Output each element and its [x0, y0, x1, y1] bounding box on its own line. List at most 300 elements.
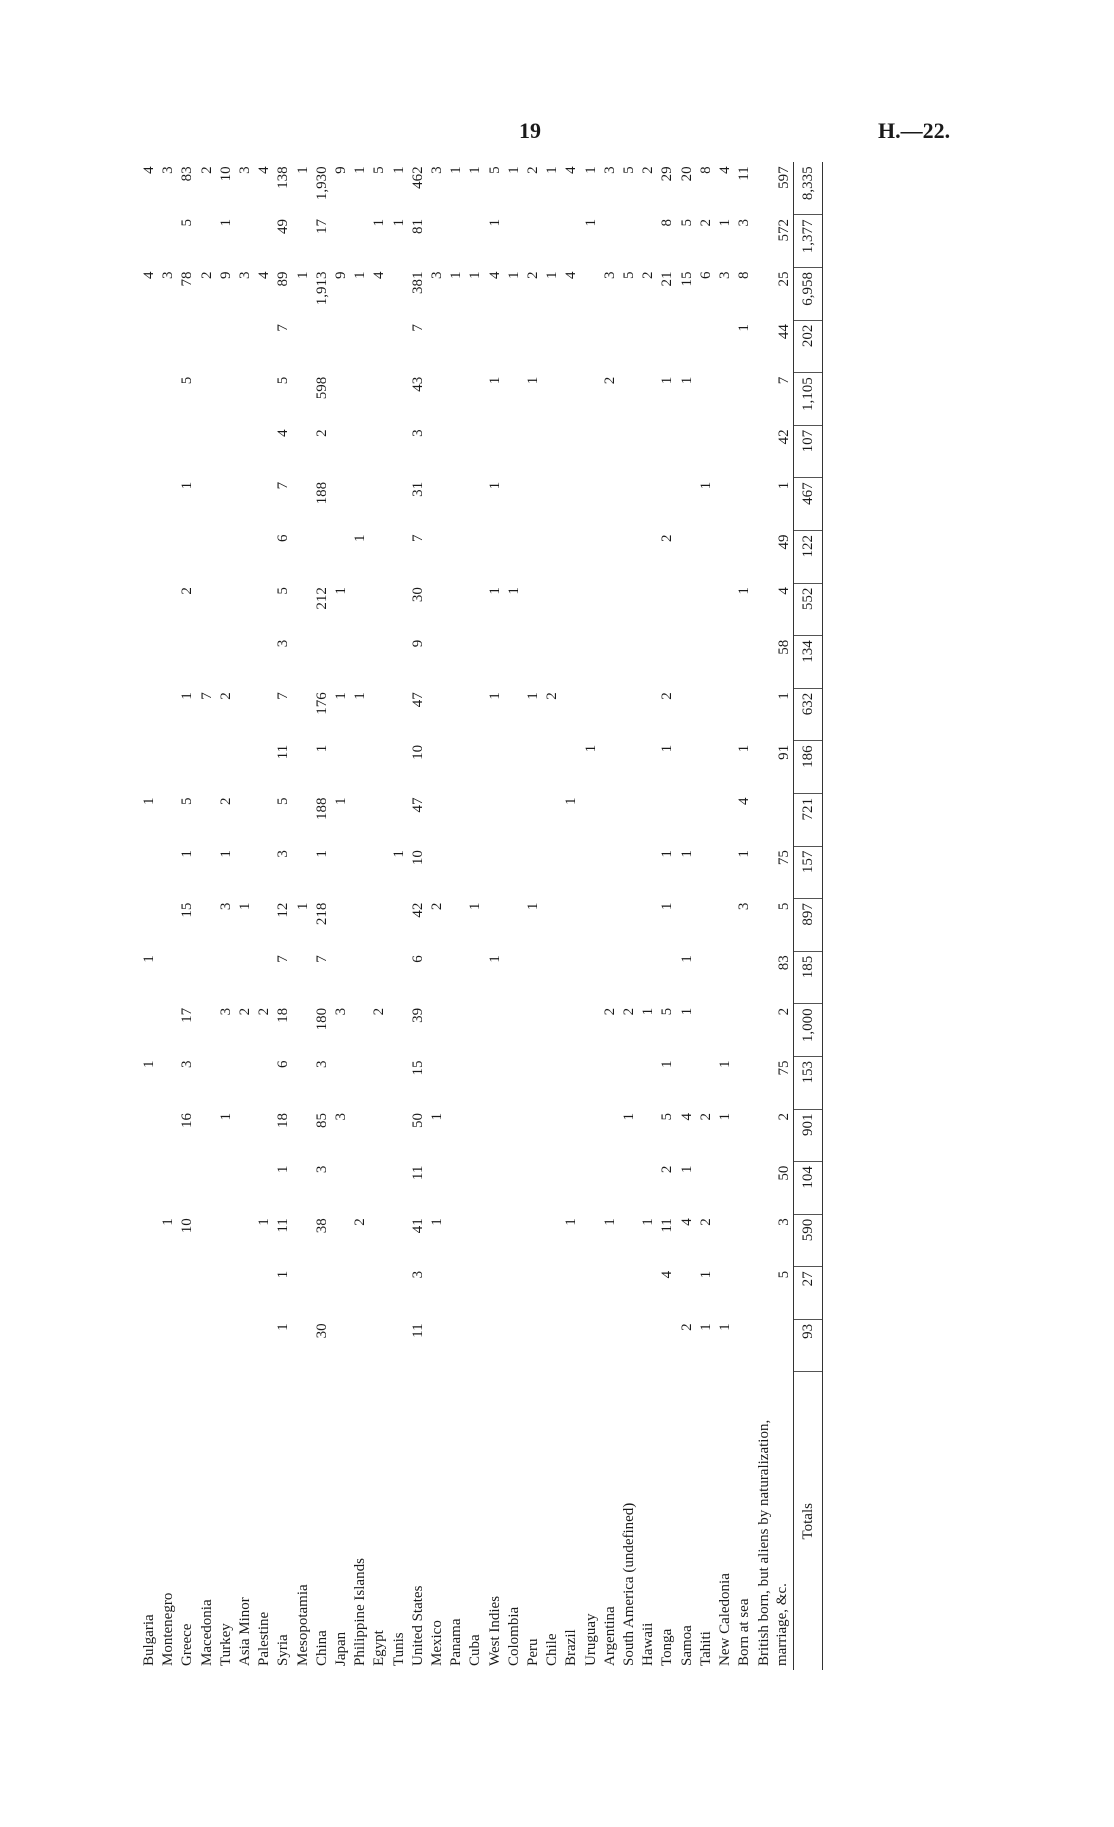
cell-value: [543, 793, 562, 846]
cell-value: [505, 793, 524, 846]
cell-value: [716, 373, 735, 426]
cell-value: [198, 478, 217, 531]
cell-value: [313, 1267, 332, 1320]
cell-value: [582, 951, 601, 1004]
cell-value: [332, 636, 351, 689]
cell-value: [601, 1109, 620, 1162]
cell-value: [486, 1109, 505, 1162]
row-label: Japan: [333, 1631, 350, 1666]
cell-value: [447, 425, 466, 478]
cell-value: [370, 951, 389, 1004]
cell-value: [735, 1004, 754, 1057]
cell-value: [486, 531, 505, 584]
table-row: [255, 162, 274, 1670]
cell-value: [582, 1267, 601, 1320]
cell-value: [620, 951, 639, 1004]
cell-value: [697, 951, 716, 1004]
cell-value: 9: [333, 166, 350, 174]
cell-value: [543, 531, 562, 584]
cell-value: [466, 1267, 485, 1320]
cell-value: 2: [313, 429, 330, 437]
cell-value: [620, 636, 639, 689]
cell-value: [620, 215, 639, 268]
cell-value: [562, 1267, 581, 1320]
cell-value: 29: [659, 166, 676, 182]
cell-value: [390, 793, 409, 846]
cell-value: [697, 793, 716, 846]
cell-value: [678, 1267, 697, 1320]
cell-value: [582, 793, 601, 846]
cell-value: [486, 899, 505, 952]
cell-value: [601, 951, 620, 1004]
cell-value: 153: [793, 1056, 822, 1109]
cell-value: 3: [333, 1113, 350, 1121]
cell-value: 3: [333, 1007, 350, 1016]
cell-value: 1: [237, 902, 254, 911]
cell-value: 1: [697, 1270, 714, 1279]
cell-value: [294, 951, 313, 1004]
cell-value: [236, 741, 255, 794]
cell-value: [140, 741, 159, 794]
cell-value: [447, 951, 466, 1004]
cell-value: 1: [275, 1165, 292, 1174]
cell-value: [505, 1109, 524, 1162]
cell-value: 1: [160, 1218, 177, 1226]
cell-value: 1: [486, 955, 503, 963]
cell-value: [505, 320, 524, 373]
cell-value: [428, 320, 447, 373]
cell-value: 2: [237, 1007, 254, 1016]
cell-value: [639, 846, 658, 899]
cell-value: [236, 583, 255, 636]
cell-value: [639, 1056, 658, 1109]
cell-value: 3: [313, 1165, 330, 1174]
cell-value: [466, 373, 485, 426]
cell-value: [428, 373, 447, 426]
cell-value: 31: [409, 481, 426, 497]
cell-value: 218: [313, 902, 330, 926]
cell-value: 91: [775, 744, 792, 760]
cell-value: [716, 899, 735, 952]
cell-value: 11: [409, 1165, 426, 1181]
cell-value: [370, 899, 389, 952]
cell-value: 1: [505, 271, 522, 280]
cell-value: 138: [275, 166, 292, 189]
cell-value: [351, 478, 370, 531]
cell-value: [332, 1267, 351, 1320]
cell-value: [562, 1162, 581, 1215]
cell-value: [198, 899, 217, 952]
cell-value: 188: [313, 797, 330, 820]
cell-value: [294, 1214, 313, 1267]
cell-value: [658, 583, 677, 636]
cell-value: [543, 1109, 562, 1162]
cell-value: 3: [775, 1218, 792, 1226]
cell-value: [735, 1109, 754, 1162]
cell-value: [332, 1319, 351, 1372]
cell-value: [255, 793, 274, 846]
cell-value: 8,335: [793, 162, 822, 215]
cell-value: [466, 1109, 485, 1162]
cell-value: [735, 951, 754, 1004]
cell-value: [255, 636, 274, 689]
cell-value: [524, 478, 543, 531]
cell-value: 78: [179, 271, 196, 287]
cell-value: 1: [544, 166, 561, 174]
cell-value: [294, 531, 313, 584]
cell-value: 1: [775, 481, 792, 490]
cell-value: 1: [141, 797, 157, 805]
cell-value: 1,930: [313, 166, 330, 201]
table-row: [543, 162, 562, 1670]
cell-value: [639, 1319, 658, 1372]
cell-value: [639, 373, 658, 426]
cell-value: [716, 531, 735, 584]
cell-value: [658, 478, 677, 531]
cell-value: [294, 846, 313, 899]
cell-value: [505, 899, 524, 952]
cell-value: 1: [486, 692, 503, 700]
cell-value: [236, 1056, 255, 1109]
cell-value: [390, 688, 409, 741]
cell-value: 7: [313, 955, 330, 963]
page-number: 19: [519, 118, 541, 143]
cell-value: [735, 373, 754, 426]
cell-value: 721: [793, 793, 822, 846]
cell-value: 2: [601, 376, 618, 385]
cell-value: [582, 1056, 601, 1109]
cell-value: 4: [256, 271, 273, 280]
cell-value: 1: [678, 850, 695, 858]
cell-value: [716, 951, 735, 1004]
cell-value: [370, 846, 389, 899]
cell-value: [582, 1004, 601, 1057]
cell-value: [505, 741, 524, 794]
cell-value: [562, 951, 581, 1004]
cell-value: [524, 531, 543, 584]
cell-value: 1: [717, 1113, 734, 1121]
cell-value: 1,377: [793, 215, 822, 268]
cell-value: 1: [486, 376, 503, 385]
cell-value: [351, 1319, 370, 1372]
cell-value: [178, 951, 197, 1004]
cell-value: 2: [659, 692, 676, 700]
cell-value: [255, 583, 274, 636]
cell-value: [447, 373, 466, 426]
cell-value: 3: [736, 902, 753, 911]
cell-value: [294, 793, 313, 846]
cell-value: 17: [179, 1007, 196, 1023]
cell-value: [217, 320, 236, 373]
cell-value: [217, 425, 236, 478]
cell-value: [178, 425, 197, 478]
cell-value: [466, 1056, 485, 1109]
cell-value: [332, 215, 351, 268]
cell-value: 1: [467, 271, 484, 280]
cell-value: [466, 846, 485, 899]
cell-value: 1: [563, 797, 580, 805]
cell-value: [217, 636, 236, 689]
cell-value: 1: [678, 1007, 695, 1016]
cell-value: [543, 373, 562, 426]
cell-value: [351, 1109, 370, 1162]
cell-value: [543, 1162, 562, 1215]
cell-value: [697, 320, 716, 373]
cell-value: [428, 741, 447, 794]
cell-value: [524, 793, 543, 846]
cell-value: [390, 1056, 409, 1109]
cell-value: 590: [793, 1214, 822, 1267]
cell-value: [159, 741, 178, 794]
cell-value: [159, 373, 178, 426]
cell-value: [255, 478, 274, 531]
cell-value: 2: [198, 166, 215, 174]
cell-value: [447, 583, 466, 636]
cell-value: [735, 1214, 754, 1267]
cell-value: 2: [429, 902, 446, 911]
cell-value: [217, 531, 236, 584]
cell-value: [294, 1319, 313, 1372]
cell-value: [562, 1109, 581, 1162]
cell-value: [543, 1056, 562, 1109]
cell-value: 4: [141, 271, 157, 280]
cell-value: [447, 1319, 466, 1372]
cell-value: [601, 1267, 620, 1320]
row-label: Greece: [179, 1623, 196, 1666]
cell-value: 2: [697, 1218, 714, 1226]
cell-value: 85: [313, 1113, 330, 1129]
cell-value: [505, 636, 524, 689]
cell-value: 2: [601, 1007, 618, 1016]
cell-value: 1: [601, 1218, 618, 1226]
cell-value: 7: [275, 692, 292, 700]
cell-value: 467: [793, 478, 822, 531]
cell-value: [332, 951, 351, 1004]
table-row: [716, 162, 735, 1670]
cell-value: [294, 1109, 313, 1162]
cell-value: [428, 1004, 447, 1057]
cell-value: [601, 1162, 620, 1215]
cell-value: 2: [775, 1007, 792, 1016]
cell-value: 1: [294, 166, 311, 174]
row-label: Argentina: [601, 1606, 618, 1666]
table-body: [140, 162, 822, 1670]
cell-value: 49: [275, 218, 292, 234]
cell-value: 7: [409, 324, 426, 332]
cell-value: [140, 1109, 159, 1162]
cell-value: [178, 320, 197, 373]
cell-value: [447, 636, 466, 689]
cell-value: [735, 478, 754, 531]
cell-value: [294, 1267, 313, 1320]
cell-value: [198, 1056, 217, 1109]
cell-value: 5: [775, 902, 792, 911]
cell-value: [390, 636, 409, 689]
cell-value: [697, 583, 716, 636]
cell-value: [178, 531, 197, 584]
cell-value: 6: [409, 955, 426, 963]
cell-value: [620, 741, 639, 794]
cell-value: [217, 583, 236, 636]
cell-value: [678, 531, 697, 584]
cell-value: 1: [640, 1007, 657, 1016]
cell-value: 3: [179, 1060, 196, 1068]
cell-value: 18: [275, 1007, 292, 1023]
cell-value: [697, 1056, 716, 1109]
table-row: [620, 162, 639, 1670]
cell-value: [294, 688, 313, 741]
cell-value: [639, 531, 658, 584]
cell-value: [562, 1319, 581, 1372]
cell-value: [466, 793, 485, 846]
cell-value: 4: [141, 166, 157, 174]
cell-value: 5: [621, 271, 638, 280]
cell-value: 1: [333, 587, 350, 595]
table-row: [524, 162, 543, 1670]
cell-value: [620, 478, 639, 531]
row-label: Chile: [544, 1633, 561, 1666]
cell-value: [370, 793, 389, 846]
cell-value: [582, 1109, 601, 1162]
cell-value: [639, 215, 658, 268]
cell-value: 1: [486, 218, 503, 227]
document-reference: H.—22.: [878, 118, 951, 143]
cell-value: 2: [525, 166, 542, 174]
row-label: New Caledonia: [717, 1573, 734, 1666]
cell-value: [428, 425, 447, 478]
cell-value: [735, 688, 754, 741]
cell-value: [159, 1109, 178, 1162]
cell-value: [678, 425, 697, 478]
table-row: [159, 162, 178, 1670]
cell-value: [620, 531, 639, 584]
cell-value: [486, 1004, 505, 1057]
cell-value: [582, 1214, 601, 1267]
cell-value: 1: [678, 1165, 695, 1174]
cell-value: 2: [678, 1323, 695, 1331]
cell-value: [524, 846, 543, 899]
cell-value: [716, 1214, 735, 1267]
table-row: [735, 162, 754, 1670]
table-row: [351, 162, 370, 1670]
row-label: Syria: [275, 1634, 292, 1666]
cell-value: 3: [429, 271, 446, 280]
cell-value: 42: [409, 902, 426, 918]
cell-value: [217, 1267, 236, 1320]
cell-value: 2: [198, 271, 215, 280]
cell-value: [198, 1267, 217, 1320]
cell-value: [198, 583, 217, 636]
cell-value: [255, 688, 274, 741]
cell-value: [543, 1319, 562, 1372]
cell-value: 901: [793, 1109, 822, 1162]
cell-value: [505, 1056, 524, 1109]
cell-value: 18: [275, 1113, 292, 1129]
cell-value: [562, 215, 581, 268]
cell-value: [466, 215, 485, 268]
cell-value: [255, 1267, 274, 1320]
cell-value: 21: [659, 271, 676, 287]
cell-value: [524, 1162, 543, 1215]
cell-value: [390, 951, 409, 1004]
cell-value: [140, 320, 159, 373]
cell-value: [505, 531, 524, 584]
cell-value: 7: [275, 481, 292, 490]
cell-value: [505, 425, 524, 478]
row-label: Mexico: [429, 1620, 446, 1666]
cell-value: [678, 688, 697, 741]
cell-value: [332, 1056, 351, 1109]
cell-value: [658, 425, 677, 478]
cell-value: [735, 1267, 754, 1320]
cell-value: 1: [486, 481, 503, 490]
cell-value: [447, 1056, 466, 1109]
cell-value: 7: [409, 534, 426, 542]
cell-value: 10: [409, 744, 426, 760]
cell-value: [601, 793, 620, 846]
cell-value: [524, 1214, 543, 1267]
cell-value: [294, 583, 313, 636]
cell-value: [466, 636, 485, 689]
cell-value: [562, 688, 581, 741]
table-row: [274, 162, 293, 1670]
cell-value: 1: [525, 376, 542, 385]
cell-value: [140, 636, 159, 689]
cell-value: [639, 793, 658, 846]
cell-value: [447, 215, 466, 268]
cell-value: [140, 425, 159, 478]
cell-value: [159, 583, 178, 636]
row-label: Samoa: [678, 1625, 695, 1666]
cell-value: [620, 1319, 639, 1372]
cell-value: [428, 951, 447, 1004]
cell-value: [562, 1004, 581, 1057]
cell-value: 2: [352, 1218, 369, 1226]
cell-value: [198, 1319, 217, 1372]
cell-value: [390, 1004, 409, 1057]
cell-value: [505, 215, 524, 268]
cell-value: [620, 373, 639, 426]
cell-value: [236, 1109, 255, 1162]
cell-value: 4: [563, 166, 580, 174]
cell-value: 1: [141, 1060, 157, 1068]
cell-value: [236, 1267, 255, 1320]
cell-value: 3: [217, 1007, 234, 1016]
cell-value: 6: [275, 534, 292, 542]
cell-value: 5: [275, 587, 292, 595]
table-row: [466, 162, 485, 1670]
cell-value: [370, 741, 389, 794]
cell-value: 1: [141, 955, 157, 963]
cell-value: [255, 899, 274, 952]
cell-value: 5: [371, 166, 388, 174]
cell-value: 1: [313, 744, 330, 753]
cell-value: [217, 1162, 236, 1215]
cell-value: [294, 425, 313, 478]
cell-value: [390, 425, 409, 478]
cell-value: [370, 425, 389, 478]
cell-value: 2: [697, 218, 714, 227]
table-row: [409, 162, 428, 1670]
cell-value: [582, 373, 601, 426]
cell-value: [601, 1319, 620, 1372]
cell-value: [351, 741, 370, 794]
cell-value: [140, 1319, 159, 1372]
table-row: [447, 162, 466, 1670]
cell-value: [159, 1056, 178, 1109]
cell-value: [582, 688, 601, 741]
cell-value: 1: [736, 324, 753, 332]
